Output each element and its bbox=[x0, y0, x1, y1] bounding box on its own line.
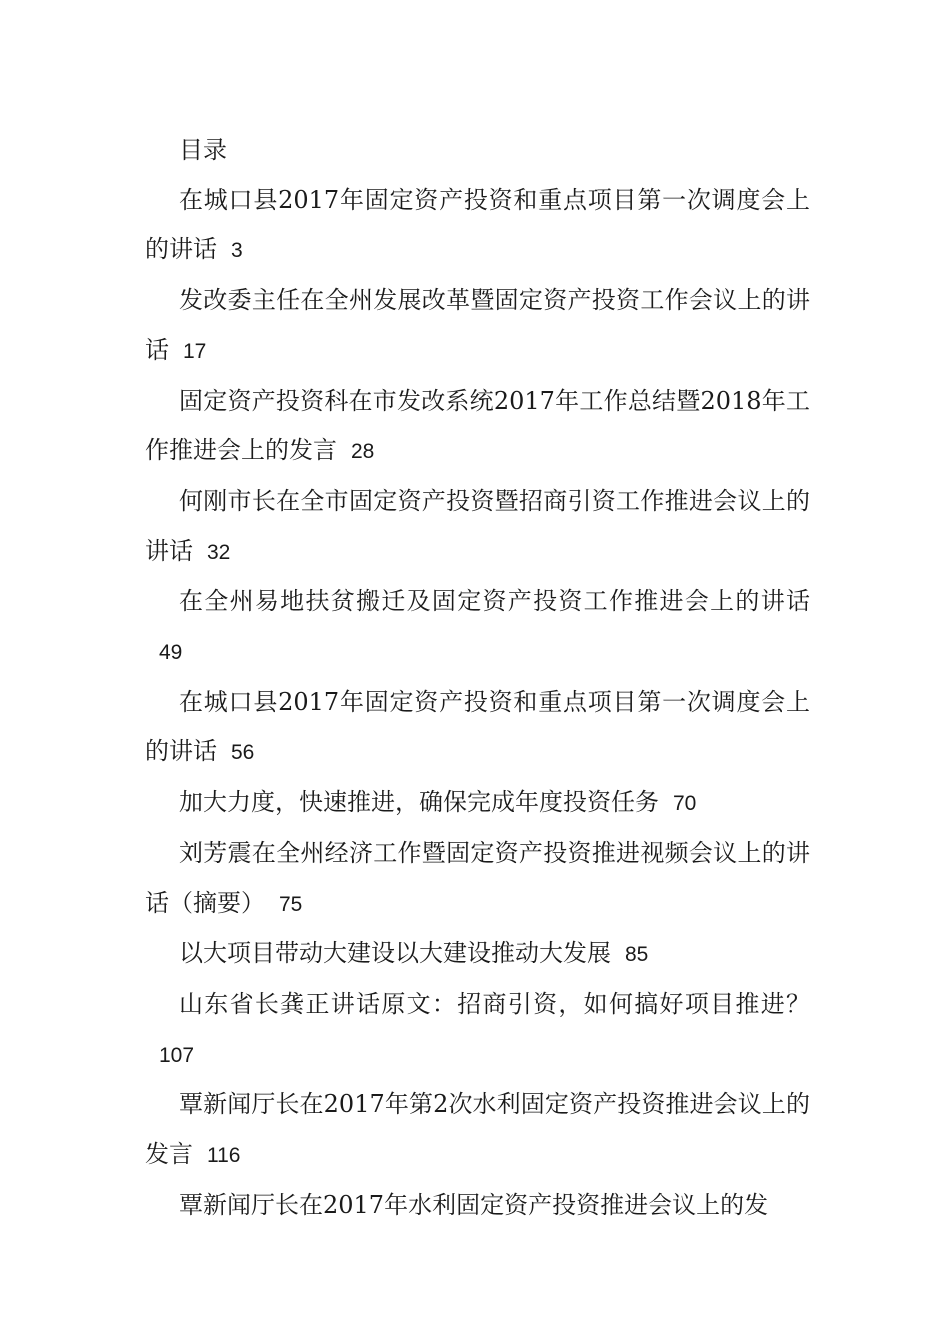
toc-entry-text: 山东省长龚正讲话原文：招商引资，如何搞好项目推进？ bbox=[179, 989, 810, 1018]
toc-entry[interactable] bbox=[145, 377, 810, 477]
toc-entry[interactable] bbox=[145, 980, 810, 1080]
toc-entry[interactable] bbox=[145, 577, 810, 677]
toc-entry-text: 在全州易地扶贫搬迁及固定资产投资工作推进会上的讲话 bbox=[179, 587, 810, 616]
toc-entry[interactable] bbox=[145, 829, 810, 929]
toc-entry-text: 覃新闻厅长在2017年第2次水利固定资产投资推进会议上的发言 bbox=[145, 1090, 810, 1169]
toc-entry[interactable] bbox=[145, 778, 810, 829]
toc-entry[interactable] bbox=[145, 477, 810, 577]
toc-entry-text: 发改委主任在全州发展改革暨固定资产投资工作会议上的讲话 bbox=[145, 286, 810, 364]
toc-entry-page: 49 bbox=[159, 641, 183, 665]
toc-entry-text: 在城口县2017年固定资产投资和重点项目第一次调度会上的讲话 bbox=[145, 687, 810, 766]
toc-entry-page: 116 bbox=[207, 1144, 241, 1168]
toc-entry-page: 85 bbox=[625, 943, 649, 967]
toc-entry-page: 17 bbox=[183, 339, 207, 363]
toc-entry-page: 56 bbox=[231, 741, 255, 765]
toc-entry-page: 32 bbox=[207, 540, 231, 564]
toc-entry-text: 覃新闻厅长在2017年水利固定资产投资推进会议上的发 bbox=[179, 1190, 769, 1219]
toc-entry-page: 75 bbox=[279, 892, 303, 916]
toc-entry-text: 在城口县2017年固定资产投资和重点项目第一次调度会上的讲话 bbox=[145, 185, 810, 264]
toc-entry[interactable] bbox=[145, 1181, 810, 1231]
toc-entry-text: 以大项目带动大建设以大建设推动大发展 bbox=[179, 939, 611, 968]
toc-entry-page: 107 bbox=[159, 1043, 195, 1067]
toc-entry-text: 刘芳震在全州经济工作暨固定资产投资推进视频会议上的讲话（摘要） bbox=[145, 838, 810, 917]
toc-entry[interactable] bbox=[145, 276, 810, 376]
toc-entry[interactable] bbox=[145, 1080, 810, 1180]
toc-entry-page: 70 bbox=[673, 792, 697, 816]
toc-entry[interactable] bbox=[145, 678, 810, 778]
toc-entry-page: 3 bbox=[231, 239, 243, 263]
toc-title: 目录 bbox=[179, 136, 227, 164]
toc-entry[interactable] bbox=[145, 929, 810, 980]
toc-entry-page: 28 bbox=[351, 440, 375, 464]
toc-entry-text: 固定资产投资科在市发改系统2017年工作总结暨2018年工作推进会上的发言 bbox=[145, 386, 810, 465]
toc-entry-text: 何刚市长在全市固定资产投资暨招商引资工作推进会议上的讲话 bbox=[145, 486, 810, 565]
toc-content bbox=[145, 126, 810, 1230]
toc-entry[interactable] bbox=[145, 176, 810, 276]
toc-entry-text: 加大力度，快速推进，确保完成年度投资任务 bbox=[179, 788, 659, 817]
